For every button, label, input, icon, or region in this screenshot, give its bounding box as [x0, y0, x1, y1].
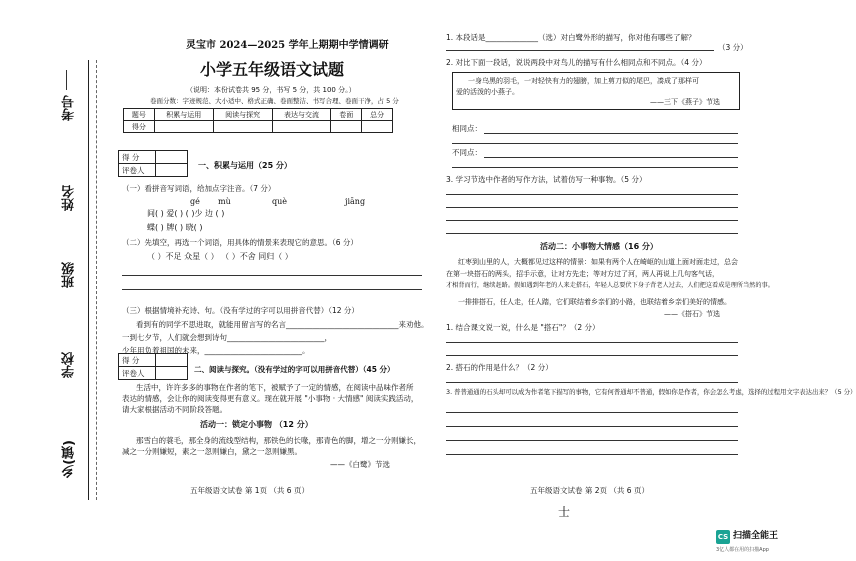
answer-line[interactable] — [484, 133, 738, 134]
passage2-line3: 才相背而行，继续赶路。假如遇到年老的人来走搭石，年轻人总要伏下身子背老人过去，人们把这看成是理所当然的事。 — [446, 282, 774, 289]
q3-line3: 少年用负着祖国的未来，__________________________。 — [122, 346, 310, 355]
passage1-source: ——《白鹭》节选 — [330, 460, 390, 469]
activity1-title: 活动一：锁定小事物 （12 分） — [200, 420, 313, 429]
grader-label: 评卷人 — [119, 164, 156, 177]
page-title: 小学五年级语文试题 — [200, 60, 345, 79]
binding-dotline — [96, 60, 97, 500]
section2-intro-1: 生活中，许许多多的事物在作者的笔下，被赋予了一定的情感，在阅读中品味作者所 — [136, 383, 414, 392]
same-point-label: 相同点： — [452, 124, 482, 133]
answer-line[interactable] — [122, 289, 422, 290]
town-label: 乡(镇) — [62, 440, 77, 478]
score-table-row-label: 得分 — [124, 121, 155, 133]
section1-title: 一、积累与运用（25 分） — [198, 161, 292, 170]
answer-line[interactable] — [446, 382, 738, 383]
answer-line[interactable] — [446, 440, 738, 441]
quote-line1: 一身乌黑的羽毛，一对轻快有力的翅膀，加上剪刀似的尾巴，凑成了那样可 — [468, 77, 699, 85]
score-table-header: 题号 — [124, 109, 155, 121]
answer-line[interactable] — [446, 233, 738, 234]
passage2-source: ——《搭石》节选 — [664, 310, 720, 318]
section2-intro-2: 表达的情感，会让你的阅读变得更有意义。现在就开展 "小事物 · 大情感" 阅读实践活动， — [122, 394, 419, 403]
q1-line1: 间( ) 爱( ) ( )少 边 ( ) — [147, 209, 225, 218]
r-q2: 2. 对比下面一段话，说说两段中对鸟儿的描写有什么相同点和不同点。（4 分） — [446, 58, 707, 67]
score-table-header: 卷面 — [331, 109, 362, 121]
answer-line[interactable] — [446, 220, 738, 221]
quote-line2: 爱的活泼的小燕子。 — [456, 88, 519, 96]
q1-line2: 蝶( ) 牌( ) 晓( ) — [147, 223, 203, 232]
footer-left: 五年级语文试卷 第 1页 （共 6 页） — [190, 486, 309, 495]
q3-line1: 看到有的同学不思进取，就能用留言写的名言______________________________来劝他。 — [136, 320, 429, 329]
answer-line[interactable] — [446, 454, 738, 455]
score-cell[interactable] — [156, 354, 188, 367]
score-cell[interactable] — [213, 121, 272, 133]
score-label: 得 分 — [119, 151, 156, 164]
answer-line[interactable] — [446, 355, 738, 356]
school-label: 学校 — [62, 352, 77, 378]
answer-line[interactable] — [452, 167, 738, 168]
pinyin-que: què — [272, 197, 288, 206]
quote-source: ——三下《燕子》节选 — [650, 98, 720, 106]
answer-line[interactable] — [484, 157, 738, 158]
grader-cell[interactable] — [156, 367, 188, 380]
grader-label: 评卷人 — [119, 367, 156, 380]
section1-score-box — [118, 150, 188, 177]
watermark-sub: 3亿人都在用的扫描App — [716, 547, 769, 553]
diff-point-label: 不同点： — [452, 148, 482, 157]
passage1-line2: 减之一分则嫌短，素之一忽则嫌白，黛之一忽则嫌黑。 — [122, 447, 302, 456]
r2-q2: 2. 搭石的作用是什么？（2 分） — [446, 363, 553, 372]
activity2-title: 活动二：小事物大情感（16 分） — [540, 242, 658, 251]
r2-q3: 3. 普普通通的石头却可以成为作者笔下描写的事物，它有何普通却不普通，假如你是作者，你会怎么考虑，选择的过程用文字表达出来？（5 分） — [446, 388, 856, 396]
q2-prompt: （二）先填空，再选一个词语，用具体的情景来表现它的意思。（6 分） — [122, 238, 358, 247]
score-table-header: 积累与运用 — [154, 109, 213, 121]
r-q1: 1. 本段话是______________（选）对白鹭外形的描写，你对他有哪些了解？ — [446, 33, 696, 42]
score-table-header: 总分 — [362, 109, 393, 121]
score-cell[interactable] — [362, 121, 393, 133]
answer-line[interactable] — [446, 412, 738, 413]
exam-note: （说明：本份试卷共 95 分，书写 5 分，共 100 分。） — [186, 86, 356, 94]
footer-right: 五年级语文试卷 第 2页 （共 6 页） — [530, 486, 649, 495]
r2-q1: 1. 结合课文说一说，什么是 "搭石"？（2 分） — [446, 323, 600, 332]
passage2-line2: 在第一块搭石的两头，招手示意，让对方先走；等对方过了河，两人再说上几句客气话， — [446, 270, 719, 278]
scanner-app-icon: CS — [716, 530, 730, 544]
r-q1-score: （3 分） — [718, 43, 748, 52]
score-label: 得 分 — [119, 354, 156, 367]
score-cell[interactable] — [331, 121, 362, 133]
name-label: 姓名 — [62, 185, 77, 211]
passage2-line1: 红枣到山里的人，大概都见过这样的情景：如果有两个人在崎岖的山道上面对面走过，总会 — [458, 258, 738, 266]
section2-title: 二、阅读与探究。（没有学过的字可以用拼音代替）（45 分） — [194, 365, 395, 374]
pinyin-jiang: jiāng — [345, 197, 366, 206]
r-q3: 3. 学习节选中作者的写作方法，试着仿写一种事物。（5 分） — [446, 175, 647, 184]
score-table — [123, 108, 393, 133]
answer-line[interactable] — [452, 143, 738, 144]
q3-line2: 一到七夕节，人们就会想到诗句__________________________， — [122, 333, 332, 342]
answer-line[interactable] — [122, 275, 422, 276]
exam-no-line[interactable] — [66, 70, 67, 90]
passage1-line1: 那雪白的蓑毛，那全身的流线型结构，那铁色的长喙，那青色的脚，增之一分则嫌长， — [136, 436, 421, 445]
exam-no-label: 考号 — [62, 95, 77, 121]
pinyin-mu: mù — [218, 197, 231, 206]
answer-line[interactable] — [446, 426, 738, 427]
grader-cell[interactable] — [156, 164, 188, 177]
score-cell[interactable] — [154, 121, 213, 133]
answer-line[interactable] — [446, 342, 738, 343]
score-table-header: 表达与交流 — [272, 109, 331, 121]
writing-score-note: 卷面分数：字迹规范、大小适中、格式正确、卷面整洁、书写合理、卷面干净，占 5 分 — [150, 97, 399, 105]
pinyin-ge: gé — [190, 197, 200, 206]
passage2-line4: 一排排搭石，任人走，任人踏，它们联结着乡亲们的小路，也联结着乡亲们美好的情感。 — [458, 298, 731, 306]
class-label: 班级 — [62, 262, 77, 288]
q1-prompt: （一）看拼音写词语，给加点字注音。（7 分） — [122, 184, 276, 193]
answer-line[interactable] — [446, 194, 738, 195]
score-table-header: 阅读与探究 — [213, 109, 272, 121]
answer-line[interactable] — [446, 207, 738, 208]
plus-mark: 士 — [558, 505, 571, 519]
watermark-name: 扫描全能王 — [733, 531, 779, 541]
score-cell[interactable] — [156, 151, 188, 164]
binding-line — [88, 60, 89, 500]
score-cell[interactable] — [272, 121, 331, 133]
q3-prompt: （三）根据情境补充诗、句。（没有学过的字可以用拼音代替）（12 分） — [122, 306, 359, 315]
section2-score-box — [118, 353, 188, 380]
section2-intro-3: 请大家根据活动不同阶段答题。 — [122, 405, 227, 414]
title-line1: 灵宝市 2024—2025 学年上期期中学情调研 — [186, 40, 389, 51]
q2-items: （ ）不足 众星（ ） （ ）不舍 同归（ ） — [147, 252, 293, 261]
answer-line[interactable] — [446, 50, 714, 51]
